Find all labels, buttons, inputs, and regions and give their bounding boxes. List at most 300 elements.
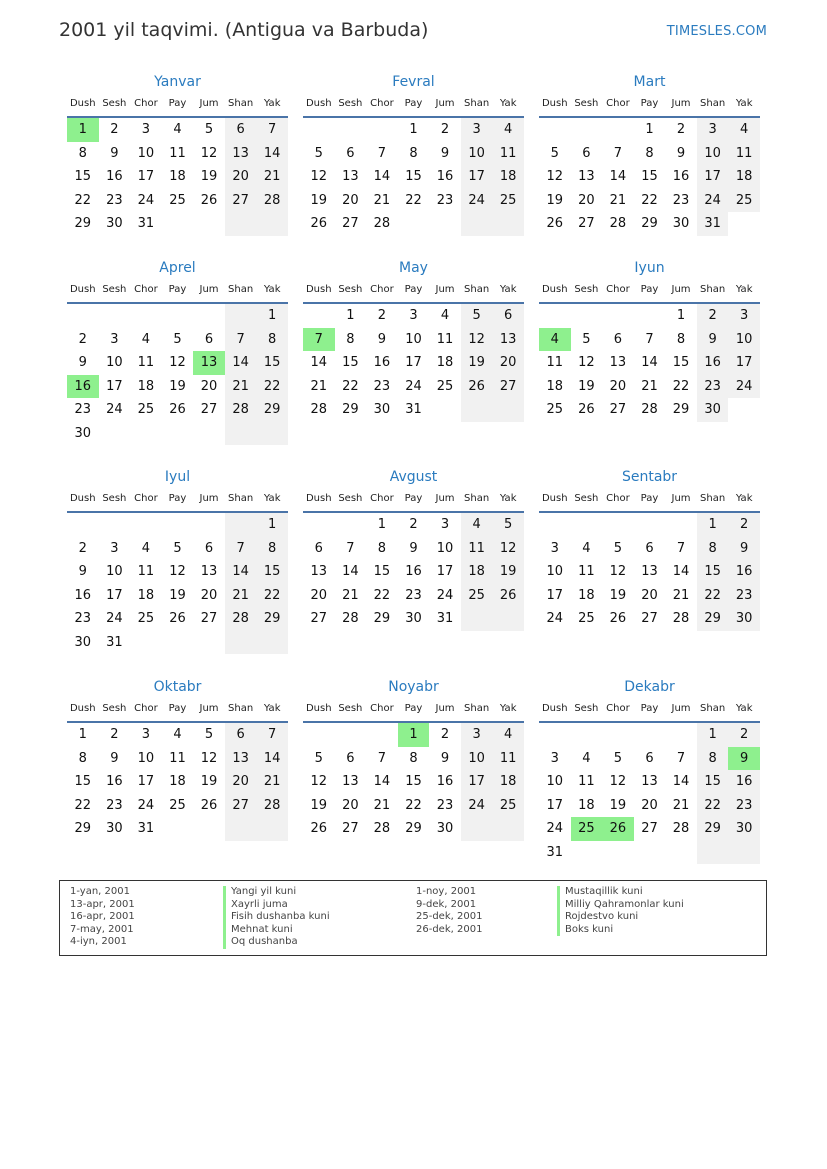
day-cell: 26 — [310, 216, 328, 231]
weekday-label: Yak — [499, 493, 517, 504]
day-cell: 23 — [672, 192, 690, 208]
day-cell: 31 — [546, 844, 564, 860]
empty-cell — [130, 304, 162, 328]
day-cell: 13 — [200, 564, 218, 579]
day-grid — [539, 118, 760, 236]
empty-cell — [366, 118, 398, 142]
day-cell: 13 — [641, 564, 658, 579]
day-cell: 28 — [225, 607, 257, 631]
holiday-day-cell: 7 — [303, 328, 335, 352]
day-cell: 17 — [106, 378, 123, 394]
weekday-label: Shan — [700, 98, 726, 109]
weekday-label: Pay — [168, 284, 187, 295]
empty-cell — [256, 422, 288, 446]
day-cell: 23 — [106, 192, 123, 208]
month-4 — [303, 258, 524, 422]
empty-cell — [571, 118, 603, 142]
empty-cell — [602, 118, 634, 142]
day-cell: 4 — [141, 540, 151, 556]
day-cell: 3 — [550, 750, 559, 766]
weekday-label: Yak — [735, 493, 753, 504]
day-cell: 21 — [609, 192, 627, 208]
day-cell: 28 — [256, 189, 288, 213]
empty-cell — [429, 398, 461, 422]
day-cell: 27 — [492, 375, 524, 399]
day-cell: 13 — [225, 142, 257, 166]
day-cell: 5 — [173, 540, 182, 556]
empty-cell — [67, 513, 99, 537]
day-cell: 22 — [373, 587, 391, 603]
day-cell: 9 — [728, 537, 760, 561]
day-cell: 11 — [578, 564, 595, 579]
day-cell: 14 — [672, 774, 690, 789]
day-cell: 26 — [169, 402, 186, 417]
day-grid — [539, 304, 760, 422]
weekday-label: Dush — [305, 703, 332, 714]
day-cell: 13 — [492, 328, 524, 352]
day-cell: 16 — [728, 560, 760, 584]
empty-cell — [492, 607, 524, 631]
day-cell: 29 — [74, 821, 92, 836]
day-cell: 26 — [310, 821, 328, 836]
weekday-label: Chor — [134, 703, 158, 714]
day-cell: 2 — [110, 727, 119, 742]
day-cell: 1 — [697, 723, 729, 747]
day-cell: 5 — [314, 750, 323, 766]
day-cell: 12 — [169, 355, 186, 370]
day-cell: 11 — [137, 564, 155, 579]
day-cell: 5 — [314, 145, 323, 161]
day-cell: 30 — [405, 611, 422, 626]
legend-entry: Oq dushanba — [223, 936, 330, 949]
day-cell: 14 — [641, 355, 658, 370]
day-cell: 29 — [697, 817, 729, 841]
legend-entry: 9-dek, 2001 — [416, 898, 477, 910]
day-cell: 23 — [74, 611, 92, 626]
empty-cell — [256, 212, 288, 236]
empty-cell — [193, 513, 225, 537]
day-cell: 9 — [110, 750, 119, 766]
legend-dates-left — [70, 886, 135, 949]
weekday-label: Dush — [69, 98, 96, 109]
day-cell: 25 — [436, 378, 454, 394]
day-cell: 19 — [492, 560, 524, 584]
day-cell: 4 — [582, 750, 591, 766]
day-cell: 22 — [697, 794, 729, 818]
day-cell: 28 — [342, 611, 359, 626]
day-cell: 22 — [256, 584, 288, 608]
day-cell: 31 — [405, 402, 422, 417]
day-cell: 10 — [728, 328, 760, 352]
month-3 — [67, 258, 288, 445]
day-grid — [303, 513, 524, 631]
holiday-day-cell: 4 — [539, 328, 571, 352]
month-11 — [539, 677, 760, 864]
weekday-label: Dush — [69, 493, 96, 504]
day-cell: 11 — [546, 355, 564, 370]
day-cell: 24 — [546, 821, 564, 836]
day-cell: 13 — [578, 169, 595, 184]
holiday-day-cell: 13 — [193, 351, 225, 375]
day-cell: 18 — [492, 165, 524, 189]
weekday-label: Shan — [228, 284, 254, 295]
day-cell: 1 — [256, 513, 288, 537]
legend-entry: 25-dek, 2001 — [416, 911, 483, 922]
day-cell: 25 — [728, 189, 760, 213]
empty-cell — [634, 841, 666, 865]
day-cell: 29 — [74, 216, 92, 231]
day-cell: 21 — [256, 770, 288, 794]
day-cell: 15 — [74, 169, 92, 184]
day-cell: 18 — [578, 797, 595, 813]
day-cell: 10 — [405, 331, 422, 347]
day-cell: 7 — [645, 331, 654, 347]
empty-cell — [461, 212, 493, 236]
day-cell: 16 — [106, 774, 123, 789]
day-cell: 30 — [697, 398, 729, 422]
day-cell: 1 — [645, 122, 654, 137]
day-cell: 31 — [137, 216, 155, 231]
empty-cell — [665, 841, 697, 865]
day-cell: 20 — [609, 378, 627, 394]
day-cell: 27 — [641, 611, 658, 626]
day-cell: 20 — [225, 770, 257, 794]
month-title: Aprel — [159, 260, 196, 276]
empty-cell — [335, 513, 367, 537]
day-cell: 25 — [492, 189, 524, 213]
empty-cell — [634, 304, 666, 328]
day-cell: 6 — [204, 540, 214, 556]
weekday-header — [303, 278, 524, 304]
empty-cell — [225, 513, 257, 537]
month-title: Iyun — [634, 260, 665, 276]
weekday-label: Shan — [464, 493, 490, 504]
weekday-label: Pay — [404, 284, 423, 295]
day-cell: 7 — [676, 540, 686, 556]
weekday-label: Jum — [671, 703, 691, 714]
day-cell: 20 — [225, 165, 257, 189]
day-grid — [303, 304, 524, 422]
day-cell: 21 — [373, 797, 391, 813]
day-cell: 26 — [492, 584, 524, 608]
weekday-label: Jum — [199, 284, 219, 295]
day-cell: 8 — [697, 537, 729, 561]
weekday-label: Sesh — [338, 493, 363, 504]
weekday-label: Jum — [199, 703, 219, 714]
weekday-label: Jum — [671, 493, 691, 504]
empty-cell — [634, 723, 666, 747]
day-cell: 15 — [256, 351, 288, 375]
day-cell: 4 — [492, 723, 524, 747]
day-cell: 16 — [106, 169, 123, 184]
legend-entry: 4-iyn, 2001 — [70, 936, 127, 947]
day-cell: 24 — [728, 375, 760, 399]
day-cell: 21 — [310, 378, 328, 394]
day-cell: 2 — [676, 122, 686, 137]
day-cell: 25 — [578, 611, 595, 626]
legend-entry: 1-noy, 2001 — [416, 886, 477, 897]
day-cell: 1 — [676, 308, 686, 323]
month-10 — [303, 677, 524, 841]
day-cell: 30 — [728, 607, 760, 631]
weekday-label: Dush — [69, 703, 96, 714]
day-grid — [67, 304, 288, 445]
day-grid — [303, 723, 524, 841]
day-cell: 18 — [169, 169, 186, 184]
day-cell: 27 — [310, 611, 328, 626]
weekday-label: Sesh — [574, 284, 599, 295]
weekday-label: Pay — [404, 703, 423, 714]
legend-entry: Milliy Qahramonlar kuni — [557, 899, 684, 912]
month-5 — [539, 258, 760, 422]
day-cell: 14 — [256, 747, 288, 771]
day-cell: 16 — [373, 355, 391, 370]
day-cell: 17 — [137, 169, 155, 184]
empty-cell — [99, 304, 131, 328]
empty-cell — [571, 723, 603, 747]
day-cell: 25 — [137, 611, 155, 626]
weekday-label: Pay — [168, 493, 187, 504]
day-cell: 28 — [672, 821, 690, 836]
empty-cell — [256, 817, 288, 841]
day-cell: 8 — [676, 331, 686, 347]
weekday-header — [67, 92, 288, 118]
day-cell: 8 — [256, 328, 288, 352]
day-cell: 23 — [728, 794, 760, 818]
empty-cell — [602, 513, 634, 537]
day-cell: 14 — [373, 169, 391, 184]
day-cell: 27 — [200, 402, 218, 417]
day-cell: 10 — [106, 355, 123, 370]
day-cell: 13 — [342, 169, 359, 184]
day-cell: 3 — [141, 727, 151, 742]
day-cell: 12 — [310, 774, 328, 789]
day-cell: 13 — [342, 774, 359, 789]
day-cell: 16 — [697, 351, 729, 375]
day-cell: 20 — [641, 797, 658, 813]
day-cell: 22 — [342, 378, 359, 394]
weekday-label: Dush — [305, 98, 332, 109]
weekday-label: Shan — [700, 284, 726, 295]
day-cell: 6 — [645, 540, 654, 556]
day-cell: 25 — [461, 584, 493, 608]
day-cell: 1 — [346, 308, 355, 323]
day-cell: 6 — [645, 750, 654, 766]
day-cell: 29 — [373, 611, 391, 626]
day-cell: 11 — [169, 145, 186, 161]
month-8 — [539, 467, 760, 631]
day-cell: 6 — [346, 145, 355, 161]
day-cell: 26 — [169, 611, 186, 626]
day-cell: 20 — [578, 192, 595, 208]
day-cell: 1 — [697, 513, 729, 537]
day-grid — [67, 723, 288, 841]
day-cell: 16 — [728, 770, 760, 794]
day-cell: 13 — [310, 564, 328, 579]
day-cell: 22 — [672, 378, 690, 394]
weekday-label: Chor — [134, 493, 158, 504]
month-7 — [303, 467, 524, 631]
day-cell: 23 — [74, 402, 92, 417]
day-cell: 23 — [436, 192, 454, 208]
weekday-label: Sesh — [338, 284, 363, 295]
empty-cell — [728, 398, 760, 422]
day-cell: 14 — [609, 169, 627, 184]
day-cell: 19 — [200, 169, 218, 184]
day-cell: 18 — [461, 560, 493, 584]
day-cell: 17 — [106, 587, 123, 603]
day-cell: 7 — [613, 145, 623, 161]
day-cell: 10 — [546, 774, 564, 789]
day-cell: 28 — [256, 794, 288, 818]
weekday-label: Chor — [370, 284, 394, 295]
day-cell: 10 — [137, 750, 155, 766]
day-cell: 27 — [225, 189, 257, 213]
weekday-label: Sesh — [102, 493, 127, 504]
weekday-header — [539, 278, 760, 304]
day-cell: 11 — [436, 331, 454, 347]
weekday-label: Sesh — [574, 98, 599, 109]
day-cell: 3 — [440, 517, 450, 532]
weekday-label: Sesh — [574, 703, 599, 714]
day-cell: 27 — [342, 821, 359, 836]
day-cell: 2 — [697, 304, 729, 328]
empty-cell — [398, 212, 430, 236]
day-cell: 19 — [310, 192, 328, 208]
empty-cell — [366, 723, 398, 747]
holiday-legend — [59, 880, 767, 956]
day-cell: 7 — [377, 750, 387, 766]
weekday-label: Pay — [640, 493, 659, 504]
month-title: Avgust — [389, 469, 438, 485]
empty-cell — [728, 841, 760, 865]
empty-cell — [602, 841, 634, 865]
day-cell: 25 — [492, 794, 524, 818]
day-cell: 31 — [106, 634, 123, 650]
day-cell: 4 — [173, 727, 182, 742]
day-cell: 20 — [342, 797, 359, 813]
day-cell: 28 — [641, 402, 658, 417]
day-cell: 25 — [169, 192, 186, 208]
day-cell: 26 — [578, 402, 595, 417]
legend-entry: Yangi yil kuni — [223, 886, 330, 899]
empty-cell — [225, 212, 257, 236]
site-link[interactable]: TIMESLES.COM — [666, 24, 767, 39]
day-cell: 29 — [641, 216, 658, 231]
weekday-label: Sesh — [102, 284, 127, 295]
day-cell: 14 — [256, 142, 288, 166]
day-cell: 19 — [546, 192, 564, 208]
weekday-label: Shan — [228, 493, 254, 504]
day-cell: 12 — [200, 750, 218, 766]
day-cell: 22 — [641, 192, 658, 208]
empty-cell — [225, 817, 257, 841]
day-cell: 17 — [137, 774, 155, 789]
day-cell: 6 — [225, 118, 257, 142]
day-cell: 21 — [342, 587, 359, 603]
day-cell: 20 — [492, 351, 524, 375]
weekday-label: Jum — [435, 493, 455, 504]
day-cell: 14 — [225, 351, 257, 375]
day-cell: 11 — [728, 142, 760, 166]
day-cell: 23 — [106, 797, 123, 813]
day-cell: 6 — [225, 723, 257, 747]
day-grid — [303, 118, 524, 236]
day-cell: 23 — [373, 378, 391, 394]
day-cell: 9 — [78, 355, 87, 370]
weekday-label: Sesh — [102, 703, 127, 714]
day-cell: 15 — [373, 564, 391, 579]
day-cell: 15 — [405, 774, 422, 789]
day-cell: 12 — [609, 774, 627, 789]
weekday-label: Chor — [606, 284, 630, 295]
day-cell: 24 — [137, 797, 155, 813]
empty-cell — [303, 118, 335, 142]
day-cell: 5 — [550, 145, 559, 161]
day-cell: 19 — [609, 587, 627, 603]
day-cell: 21 — [672, 587, 690, 603]
day-cell: 12 — [546, 169, 564, 184]
weekday-label: Pay — [168, 98, 187, 109]
weekday-label: Yak — [499, 98, 517, 109]
day-cell: 15 — [342, 355, 359, 370]
legend-entry: Fisih dushanba kuni — [223, 911, 330, 924]
day-cell: 17 — [461, 770, 493, 794]
day-cell: 24 — [106, 611, 123, 626]
day-cell: 5 — [613, 750, 623, 766]
day-cell: 27 — [342, 216, 359, 231]
legend-entry: 7-may, 2001 — [70, 923, 134, 935]
day-cell: 19 — [578, 378, 595, 394]
day-cell: 22 — [405, 192, 422, 208]
empty-cell — [429, 212, 461, 236]
day-cell: 15 — [672, 355, 690, 370]
day-cell: 26 — [200, 192, 218, 208]
day-cell: 28 — [373, 821, 391, 836]
day-cell: 30 — [728, 817, 760, 841]
weekday-label: Shan — [464, 98, 490, 109]
empty-cell — [539, 513, 571, 537]
empty-cell — [539, 723, 571, 747]
weekday-label: Chor — [606, 703, 630, 714]
day-cell: 24 — [106, 402, 123, 417]
weekday-header — [539, 697, 760, 723]
empty-cell — [193, 817, 225, 841]
day-cell: 17 — [461, 165, 493, 189]
day-cell: 12 — [461, 328, 493, 352]
day-cell: 23 — [405, 587, 422, 603]
day-cell: 30 — [74, 425, 92, 441]
weekday-label: Dush — [69, 284, 96, 295]
day-cell: 7 — [256, 118, 288, 142]
weekday-label: Dush — [541, 284, 568, 295]
day-cell: 9 — [78, 564, 87, 579]
day-cell: 11 — [169, 750, 186, 766]
day-cell: 7 — [346, 540, 355, 556]
day-cell: 24 — [697, 189, 729, 213]
day-cell: 7 — [676, 750, 686, 766]
day-cell: 26 — [200, 797, 218, 813]
empty-cell — [130, 513, 162, 537]
day-cell: 22 — [74, 797, 92, 813]
day-cell: 1 — [256, 304, 288, 328]
month-title: Fevral — [392, 74, 435, 90]
day-cell: 11 — [578, 774, 595, 789]
empty-cell — [67, 304, 99, 328]
day-cell: 30 — [373, 402, 391, 417]
empty-cell — [728, 212, 760, 236]
day-cell: 12 — [200, 145, 218, 161]
